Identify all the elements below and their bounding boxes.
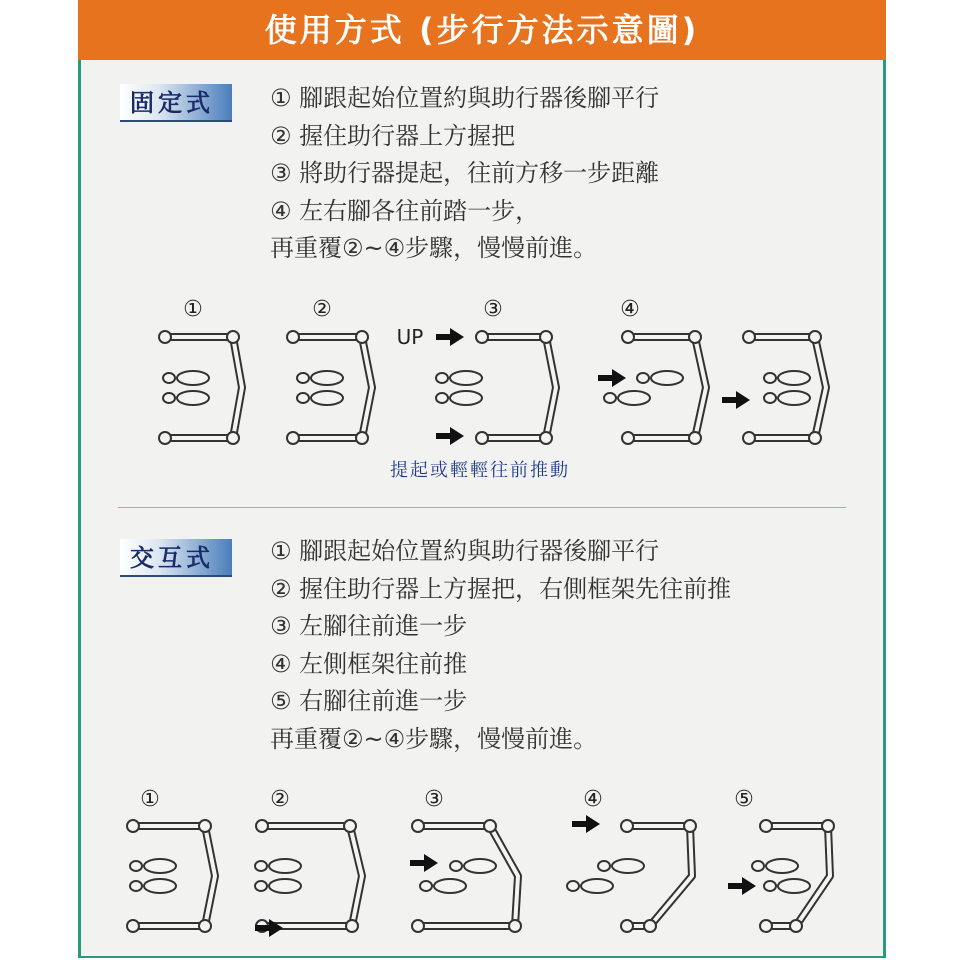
foot-heel bbox=[450, 861, 462, 871]
reciprocal-push-arrow-4 bbox=[572, 815, 600, 833]
fixed-feet-1-top-foot bbox=[163, 371, 209, 385]
foot-sole bbox=[450, 391, 482, 405]
foot-heel bbox=[130, 881, 142, 891]
foot-heel bbox=[637, 373, 649, 383]
up-arrow bbox=[436, 328, 464, 346]
foot-sole bbox=[778, 879, 810, 893]
fixed-step-4: ④ 左右腳各往前踏一步， bbox=[270, 196, 540, 225]
foot-sole bbox=[269, 859, 301, 873]
reciprocal-frame-number-4: ④ bbox=[583, 787, 603, 812]
fixed-walker-5 bbox=[743, 331, 826, 444]
foot-heel bbox=[764, 881, 776, 891]
walker-handle-cap bbox=[199, 920, 211, 932]
foot-sole bbox=[311, 371, 343, 385]
reciprocal-step-arrow-3 bbox=[410, 854, 438, 872]
foot-heel bbox=[297, 373, 309, 383]
walker-handle-cap bbox=[159, 331, 171, 343]
fixed-step-2: ② 握住助行器上方握把 bbox=[270, 121, 516, 150]
fixed-feet-5-bottom-foot bbox=[764, 391, 810, 405]
walker-handle-cap bbox=[621, 920, 633, 932]
walker-handle-cap bbox=[287, 432, 299, 444]
walker-frame-fill bbox=[546, 337, 556, 438]
walker-handle-cap bbox=[484, 820, 496, 832]
fixed-walker-4 bbox=[622, 331, 706, 444]
foot-sole bbox=[618, 391, 650, 405]
fixed-step-arrow-left bbox=[598, 369, 626, 387]
page-title: 使用方式 (步行方法示意圖) bbox=[78, 0, 886, 60]
fixed-feet-2-top-foot bbox=[297, 371, 343, 385]
reciprocal-frame-number-3: ③ bbox=[424, 787, 444, 812]
fixed-push-arrow bbox=[436, 427, 464, 445]
reciprocal-walker-2 bbox=[256, 820, 362, 932]
fixed-frame-number-1: ① bbox=[183, 297, 203, 322]
walker-handle-cap bbox=[644, 920, 656, 932]
fixed-feet-4-top-foot bbox=[637, 371, 683, 385]
fixed-frame-number-4: ④ bbox=[620, 297, 640, 322]
foot-sole bbox=[144, 859, 176, 873]
walker-handle-cap bbox=[540, 331, 552, 343]
reciprocal-step-5: ⑤ 右腳往前進一步 bbox=[270, 687, 468, 715]
walker-handle-cap bbox=[809, 432, 821, 444]
fixed-feet-5-top-foot bbox=[764, 371, 810, 385]
reciprocal-feet-2-top-foot bbox=[255, 859, 301, 873]
foot-heel bbox=[598, 861, 610, 871]
fixed-feet-3-bottom-foot bbox=[436, 391, 482, 405]
foot-heel bbox=[130, 861, 142, 871]
reciprocal-walker-4 bbox=[621, 820, 696, 932]
foot-heel bbox=[255, 861, 267, 871]
walker-frame-outline bbox=[650, 826, 692, 926]
walker-handle-cap bbox=[476, 331, 488, 343]
foot-heel bbox=[752, 861, 764, 871]
walker-handle-cap bbox=[412, 920, 424, 932]
fixed-step-repeat: 再重覆②~④步驟，慢慢前進。 bbox=[270, 234, 598, 262]
walker-handle-cap bbox=[476, 432, 488, 444]
foot-sole bbox=[778, 391, 810, 405]
walker-frame-fill bbox=[362, 337, 372, 438]
reciprocal-feet-5-top-foot bbox=[752, 859, 798, 873]
walker-frame-outline bbox=[490, 826, 518, 926]
walker-handle-cap bbox=[622, 331, 634, 343]
reciprocal-walker-1 bbox=[127, 820, 215, 932]
walker-handle-cap bbox=[356, 432, 368, 444]
reciprocal-step-repeat: 再重覆②~④步驟，慢慢前進。 bbox=[270, 724, 598, 753]
fixed-feet-1-bottom-foot bbox=[163, 391, 209, 405]
walker-handle-cap bbox=[356, 331, 368, 343]
walker-handle-cap bbox=[743, 432, 755, 444]
reciprocal-step-2: ② 握住助行器上方握把，右側框架先往前推 bbox=[270, 574, 732, 603]
walker-handle-cap bbox=[127, 920, 139, 932]
walker-handle-cap bbox=[412, 820, 424, 832]
reciprocal-step-3: ③ 左腳往前進一步 bbox=[270, 612, 468, 640]
walker-handle-cap bbox=[790, 920, 802, 932]
fixed-feet-2-bottom-foot bbox=[297, 391, 343, 405]
foot-sole bbox=[766, 859, 798, 873]
foot-sole bbox=[177, 371, 209, 385]
foot-heel bbox=[420, 881, 432, 891]
foot-heel bbox=[764, 393, 776, 403]
foot-sole bbox=[144, 879, 176, 893]
walker-frame-fill bbox=[205, 826, 215, 926]
walker-handle-cap bbox=[227, 432, 239, 444]
walker-frame-outline bbox=[796, 826, 830, 926]
foot-sole bbox=[581, 879, 613, 893]
walker-handle-cap bbox=[622, 432, 634, 444]
walker-handle-cap bbox=[346, 920, 358, 932]
foot-sole bbox=[450, 371, 482, 385]
foot-heel bbox=[297, 393, 309, 403]
walker-handle-cap bbox=[760, 820, 772, 832]
walker-handle-cap bbox=[509, 920, 521, 932]
walker-handle-cap bbox=[743, 331, 755, 343]
foot-sole bbox=[177, 391, 209, 405]
walker-handle-cap bbox=[287, 331, 299, 343]
reciprocal-feet-1-bottom-foot bbox=[130, 879, 176, 893]
section-tag-fixed: 固定式 bbox=[120, 84, 232, 122]
foot-sole bbox=[464, 859, 496, 873]
reciprocal-feet-1-top-foot bbox=[130, 859, 176, 873]
walker-frame-fill bbox=[650, 826, 692, 926]
reciprocal-frame-number-5: ⑤ bbox=[734, 787, 754, 812]
reciprocal-feet-4-bottom-foot bbox=[567, 879, 613, 893]
fixed-feet-4-bottom-foot bbox=[604, 391, 650, 405]
foot-sole bbox=[269, 879, 301, 893]
walker-handle-cap bbox=[689, 432, 701, 444]
fixed-step-3: ③ 將助行器提起，往前方移一步距離 bbox=[270, 159, 660, 187]
walker-handle-cap bbox=[684, 820, 696, 832]
foot-heel bbox=[567, 881, 579, 891]
reciprocal-step-4: ④ 左側框架往前推 bbox=[270, 649, 468, 678]
walker-handle-cap bbox=[689, 331, 701, 343]
foot-sole bbox=[651, 371, 683, 385]
fixed-walker-3 bbox=[476, 331, 556, 444]
foot-sole bbox=[434, 879, 466, 893]
section-tag-reciprocal: 交互式 bbox=[120, 539, 232, 577]
reciprocal-walker-3 bbox=[412, 820, 521, 932]
walker-handle-cap bbox=[809, 331, 821, 343]
fixed-frame-number-3: ③ bbox=[483, 297, 503, 322]
foot-sole bbox=[778, 371, 810, 385]
reciprocal-feet-2-bottom-foot bbox=[255, 879, 301, 893]
reciprocal-feet-3-top-foot bbox=[450, 859, 496, 873]
reciprocal-frame-number-1: ① bbox=[140, 787, 160, 812]
foot-sole bbox=[612, 859, 644, 873]
walker-handle-cap bbox=[540, 432, 552, 444]
reciprocal-step-1: ① 腳跟起始位置約與助行器後腳平行 bbox=[270, 537, 660, 565]
walker-handle-cap bbox=[621, 820, 633, 832]
fixed-step-arrow-right bbox=[722, 391, 750, 409]
fixed-frame-number-2: ② bbox=[312, 297, 332, 322]
foot-heel bbox=[255, 881, 267, 891]
foot-heel bbox=[163, 393, 175, 403]
walker-handle-cap bbox=[127, 820, 139, 832]
reciprocal-feet-4-top-foot bbox=[598, 859, 644, 873]
fixed-feet-3-top-foot bbox=[436, 371, 482, 385]
walker-handle-cap bbox=[256, 820, 268, 832]
reciprocal-feet-3-bottom-foot bbox=[420, 879, 466, 893]
foot-heel bbox=[764, 373, 776, 383]
up-label: UP bbox=[396, 325, 424, 349]
fixed-walker-1 bbox=[159, 331, 242, 444]
foot-heel bbox=[163, 373, 175, 383]
foot-heel bbox=[436, 373, 448, 383]
reciprocal-walker-5 bbox=[760, 820, 834, 932]
walker-handle-cap bbox=[822, 820, 834, 832]
foot-sole bbox=[311, 391, 343, 405]
reciprocal-feet-5-bottom-foot bbox=[764, 879, 810, 893]
reciprocal-step-arrow-5 bbox=[728, 877, 756, 895]
fixed-caption: 提起或輕輕往前推動 bbox=[390, 460, 570, 481]
walker-handle-cap bbox=[227, 331, 239, 343]
foot-heel bbox=[436, 393, 448, 403]
foot-heel bbox=[604, 393, 616, 403]
fixed-walker-2 bbox=[287, 331, 372, 444]
walker-handle-cap bbox=[760, 920, 772, 932]
walker-handle-cap bbox=[159, 432, 171, 444]
fixed-step-1: ① 腳跟起始位置約與助行器後腳平行 bbox=[270, 84, 660, 112]
reciprocal-frame-number-2: ② bbox=[270, 787, 290, 812]
walker-handle-cap bbox=[199, 820, 211, 832]
walker-frame-fill bbox=[233, 337, 242, 438]
walker-handle-cap bbox=[344, 820, 356, 832]
